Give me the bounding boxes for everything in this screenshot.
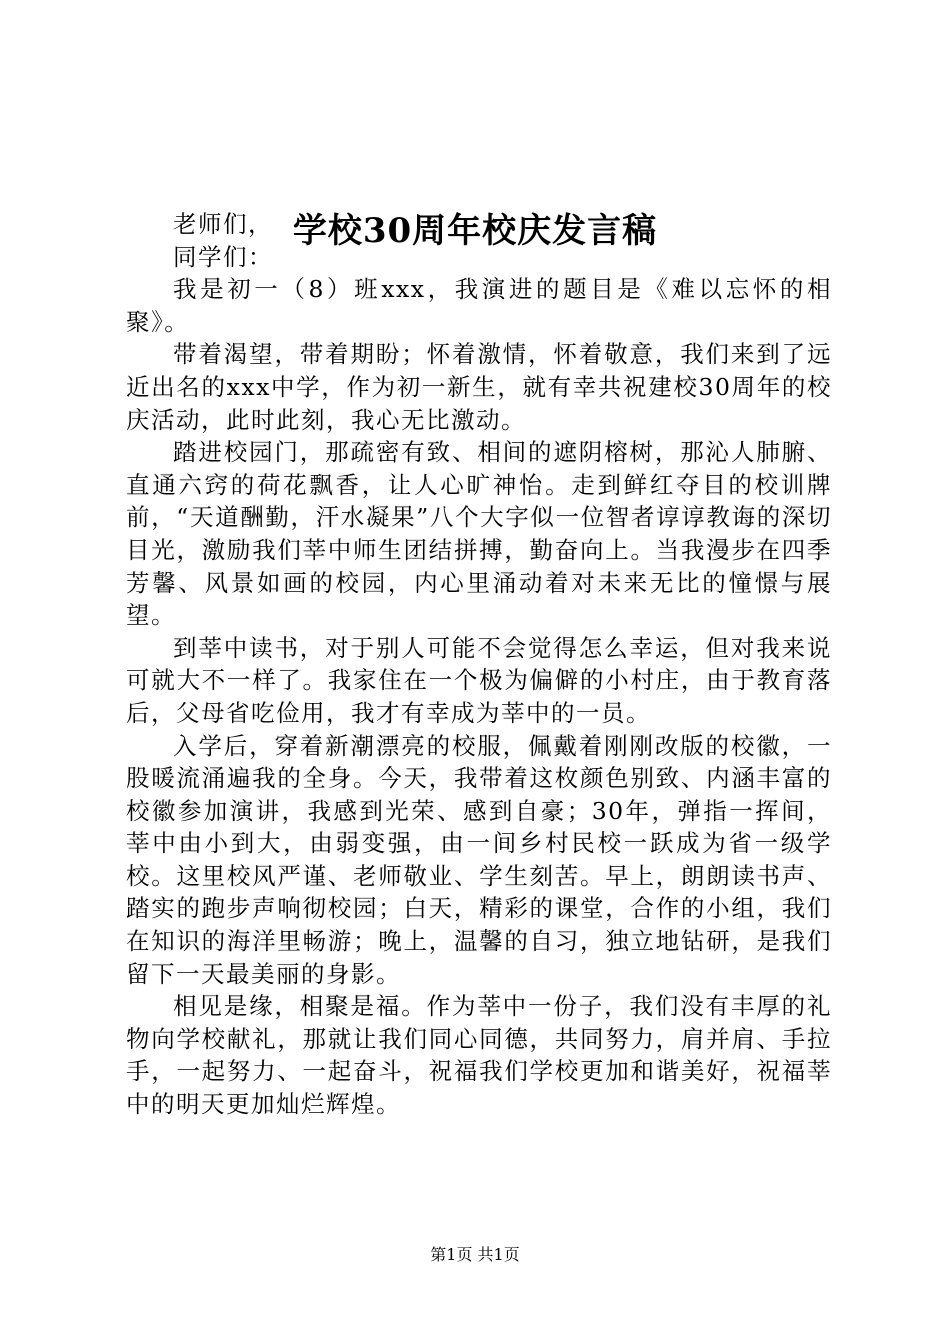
salutation-students: 同学们：: [173, 242, 273, 271]
document-title: 学校30周年校庆发言稿: [292, 210, 658, 251]
salutation-teachers: 老师们，: [173, 210, 273, 238]
paragraph-arrival: 带着渴望，带着期盼；怀着激情，怀着敬意，我们来到了远近出名的xxx中学，作为初一新生，就有幸共祝建校30周年的校庆活动，此时此刻，我心无比激动。: [126, 340, 832, 434]
paragraph-campus: 踏进校园门，那疏密有致、相间的遮阴榕树，那沁人肺腑、直通六窍的荷花飘香，让人心旷神怡。走到鲜红夺目的校训牌前，“天道酬勤，汗水凝果”八个大字似一位智者谆谆教诲的深切目光，激励我们莘中师生团结拼搏，勤奋向上。当我漫步在四季芳馨、风景如画的校园，内心里涌动着对未来无比的憧憬与展望。: [126, 438, 832, 630]
paragraph-enrollment: 入学后，穿着新潮漂亮的校服，佩戴着刚刚改版的校徽，一股暖流涌遍我的全身。今天，我带着这枚颜色别致、内涵丰富的校徽参加演讲，我感到光荣、感到自豪；30年，弹指一挥间，莘中由小到大，由弱变强，由一间乡村民校一跃成为省一级学校。这里校风严谨、老师敬业、学生刻苦。早上，朗朗读书声、踏实的跑步声响彻校园；白天，精彩的课堂，合作的小组，我们在知识的海洋里畅游；晚上，温馨的自习，独立地钻研，是我们留下一天最美丽的身影。: [126, 731, 832, 988]
document-body: [126, 208, 832, 1121]
paragraph-closing: 相见是缘，相聚是福。作为莘中一份子，我们没有丰厚的礼物向学校献礼，那就让我们同心同德，共同努力，肩并肩、手拉手，一起努力、一起奋斗，祝福我们学校更加和谐美好，祝福莘中的明天更加灿烂辉煌。: [126, 992, 832, 1119]
paragraph-study: 到莘中读书，对于别人可能不会觉得怎么幸运，但对我来说可就大不一样了。我家住在一个极为偏僻的小村庄，由于教育落后，父母省吃俭用，我才有幸成为莘中的一员。: [126, 633, 832, 727]
paragraph-intro: 我是初一（8）班xxx，我演进的题目是《难以忘怀的相聚》。: [126, 275, 832, 336]
page-footer: 第1页 共1页: [430, 1245, 520, 1264]
